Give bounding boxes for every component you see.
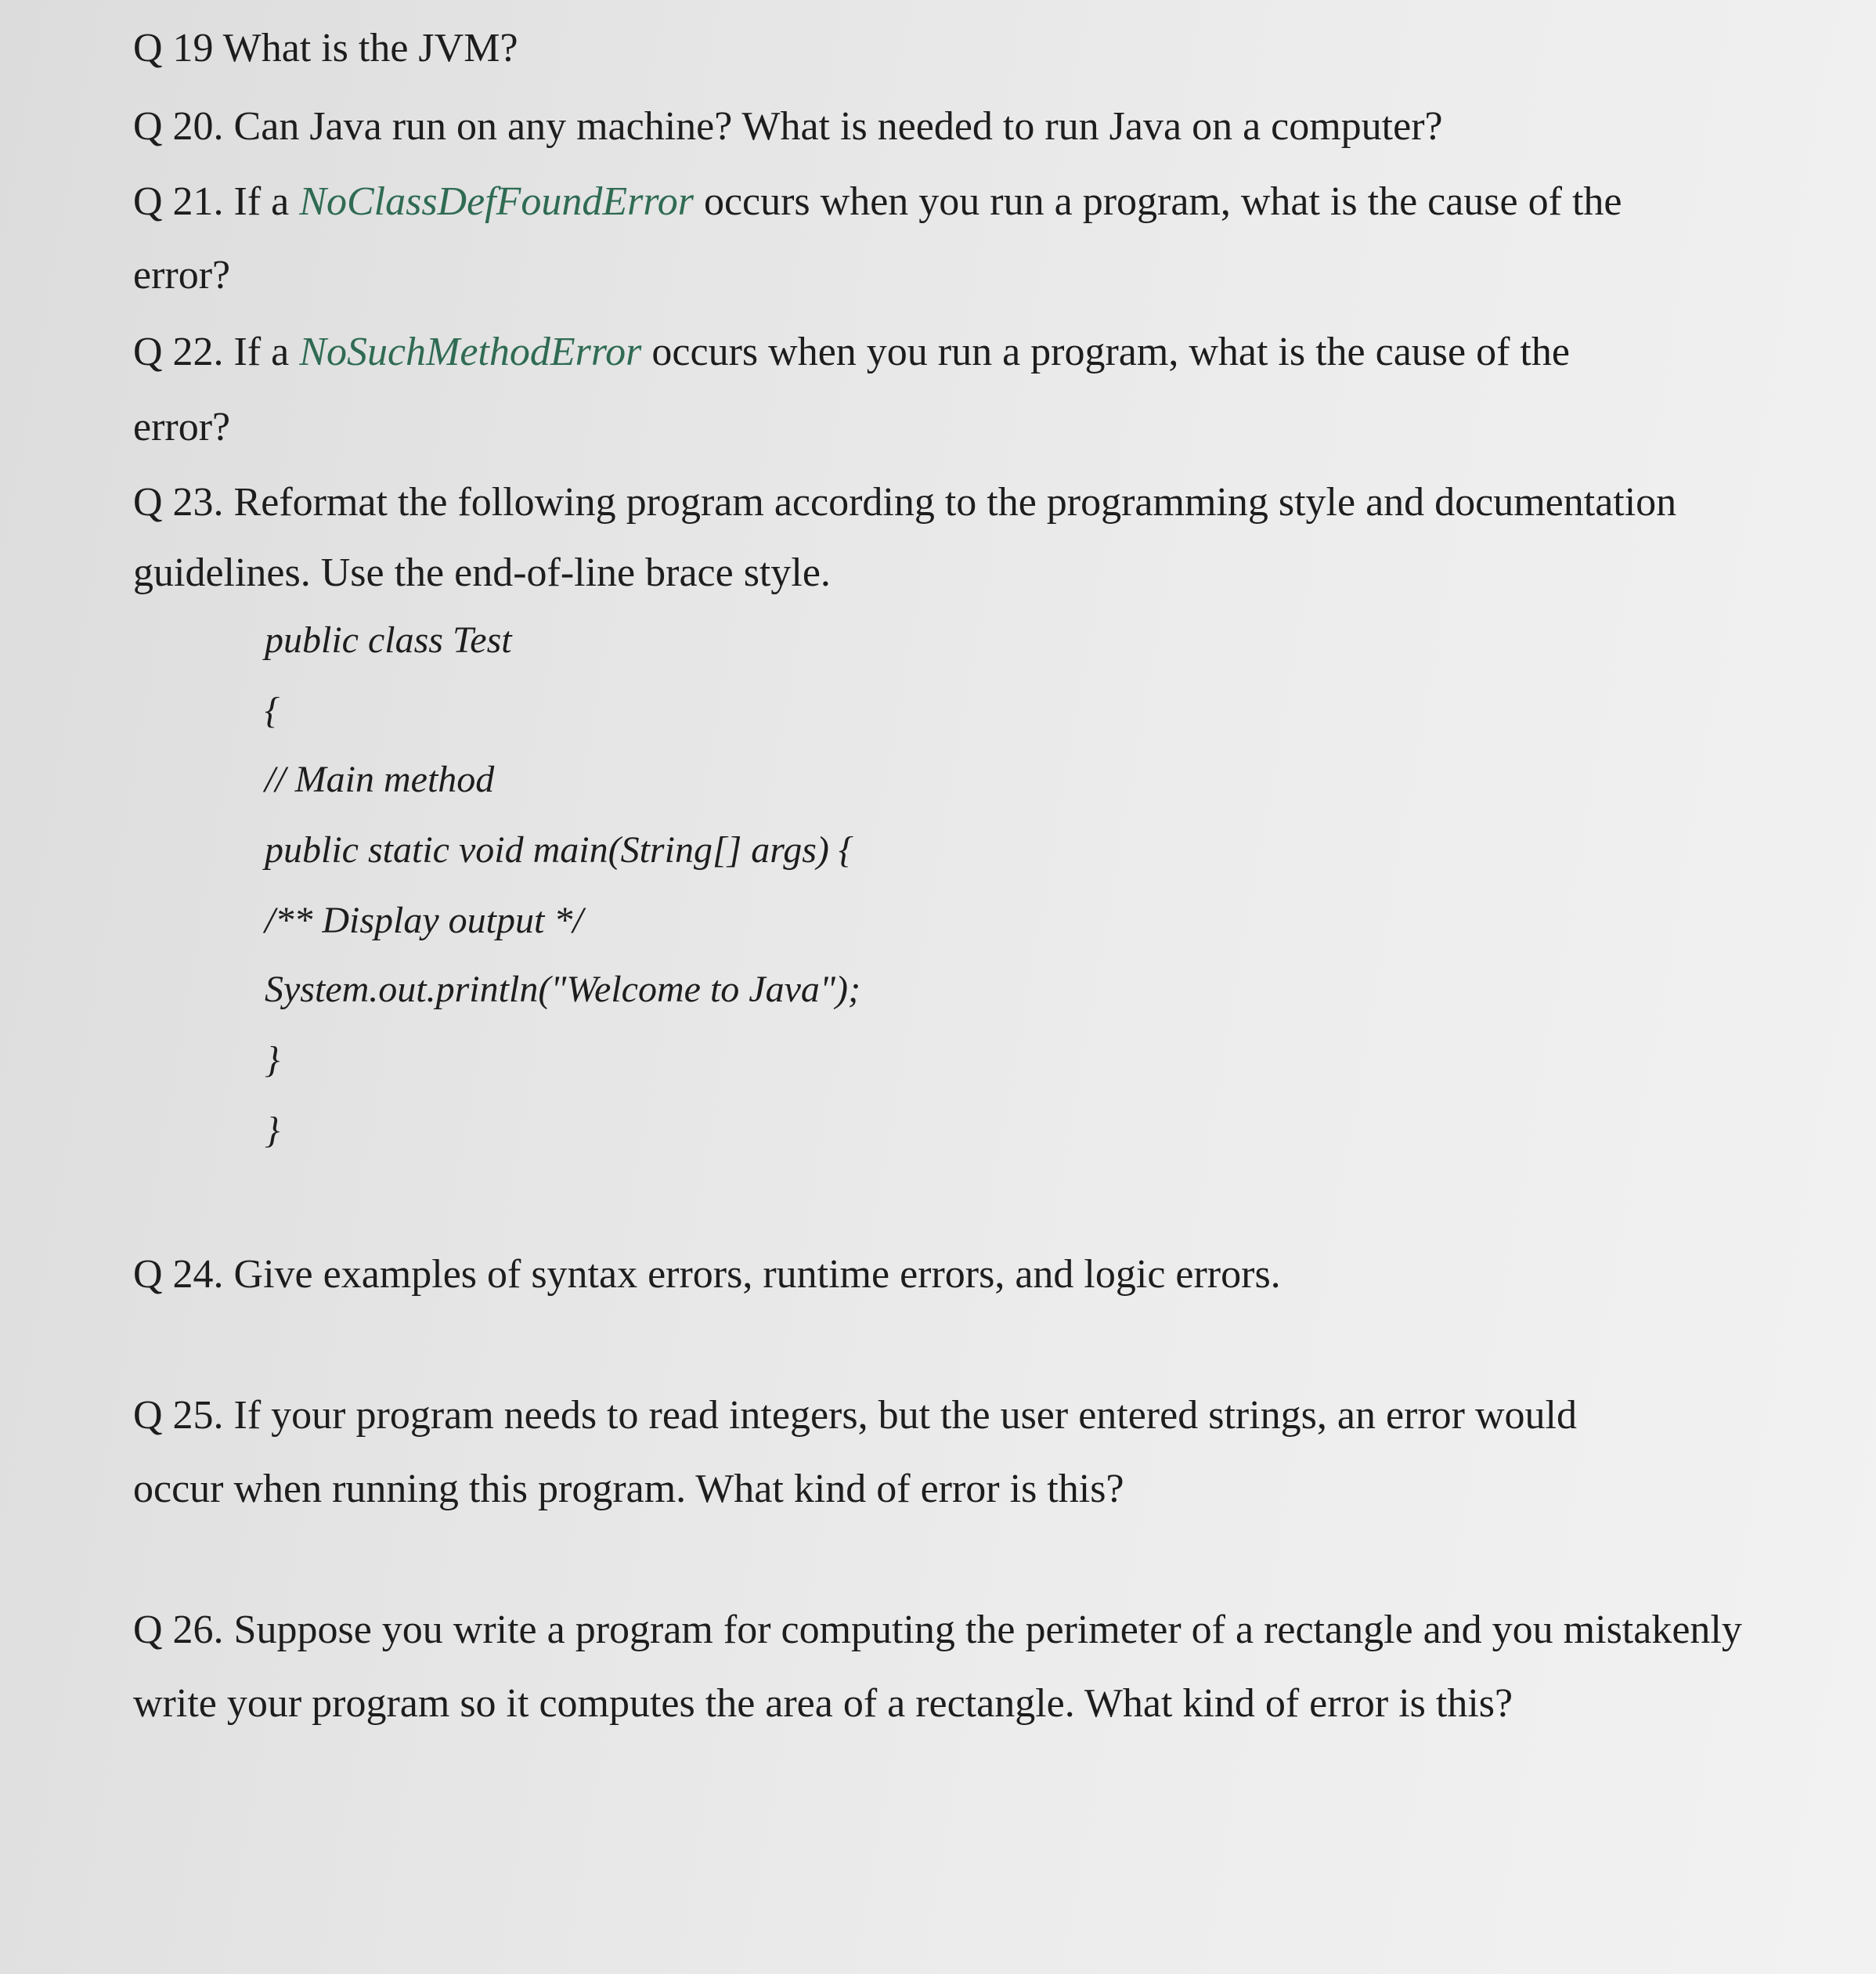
error-name-noclassdeffounderror: NoClassDefFoundError — [299, 179, 694, 224]
code-line: public static void main(String[] args) { — [265, 829, 854, 871]
code-line: // Main method — [265, 759, 495, 800]
question-19: Q 19 What is the JVM? — [133, 26, 518, 70]
code-line: System.out.println("Welcome to Java"); — [265, 969, 861, 1010]
code-line: public class Test — [265, 619, 512, 661]
question-24: Q 24. Give examples of syntax errors, runtime errors, and logic errors. — [133, 1252, 1281, 1297]
question-26-line-1: Q 26. Suppose you write a program for computing the perimeter of a rectangle and you mistakenly — [133, 1608, 1742, 1652]
question-26-line-2: write your program so it computes the area of a rectangle. What kind of error is this? — [133, 1681, 1513, 1726]
question-25-line-2: occur when running this program. What kind of error is this? — [133, 1467, 1124, 1511]
code-line: } — [265, 1110, 280, 1151]
question-23-line-1: Q 23. Reformat the following program according to the programming style and documentation — [133, 480, 1677, 525]
question-21-continuation: error? — [133, 253, 231, 298]
question-21 — [133, 179, 1622, 226]
question-21-prefix: Q 21. If a — [133, 179, 300, 224]
question-23-line-2: guidelines. Use the end-of-line brace style. — [133, 550, 831, 595]
question-22-suffix: occurs when you run a program, what is the cause of the — [641, 330, 1570, 374]
error-name-nosuchmethoderror: NoSuchMethodError — [299, 330, 642, 374]
code-line: /** Display output */ — [265, 900, 583, 941]
question-22-continuation: error? — [133, 405, 231, 449]
question-22-prefix: Q 22. If a — [133, 330, 300, 374]
question-25-line-1: Q 25. If your program needs to read integers, but the user entered strings, an error would — [133, 1393, 1577, 1438]
question-21-suffix: occurs when you run a program, what is the cause of the — [693, 179, 1622, 224]
code-line: } — [265, 1039, 280, 1081]
question-20: Q 20. Can Java run on any machine? What is needed to run Java on a computer? — [133, 104, 1443, 149]
question-22 — [133, 329, 1570, 376]
code-line: { — [265, 690, 280, 731]
